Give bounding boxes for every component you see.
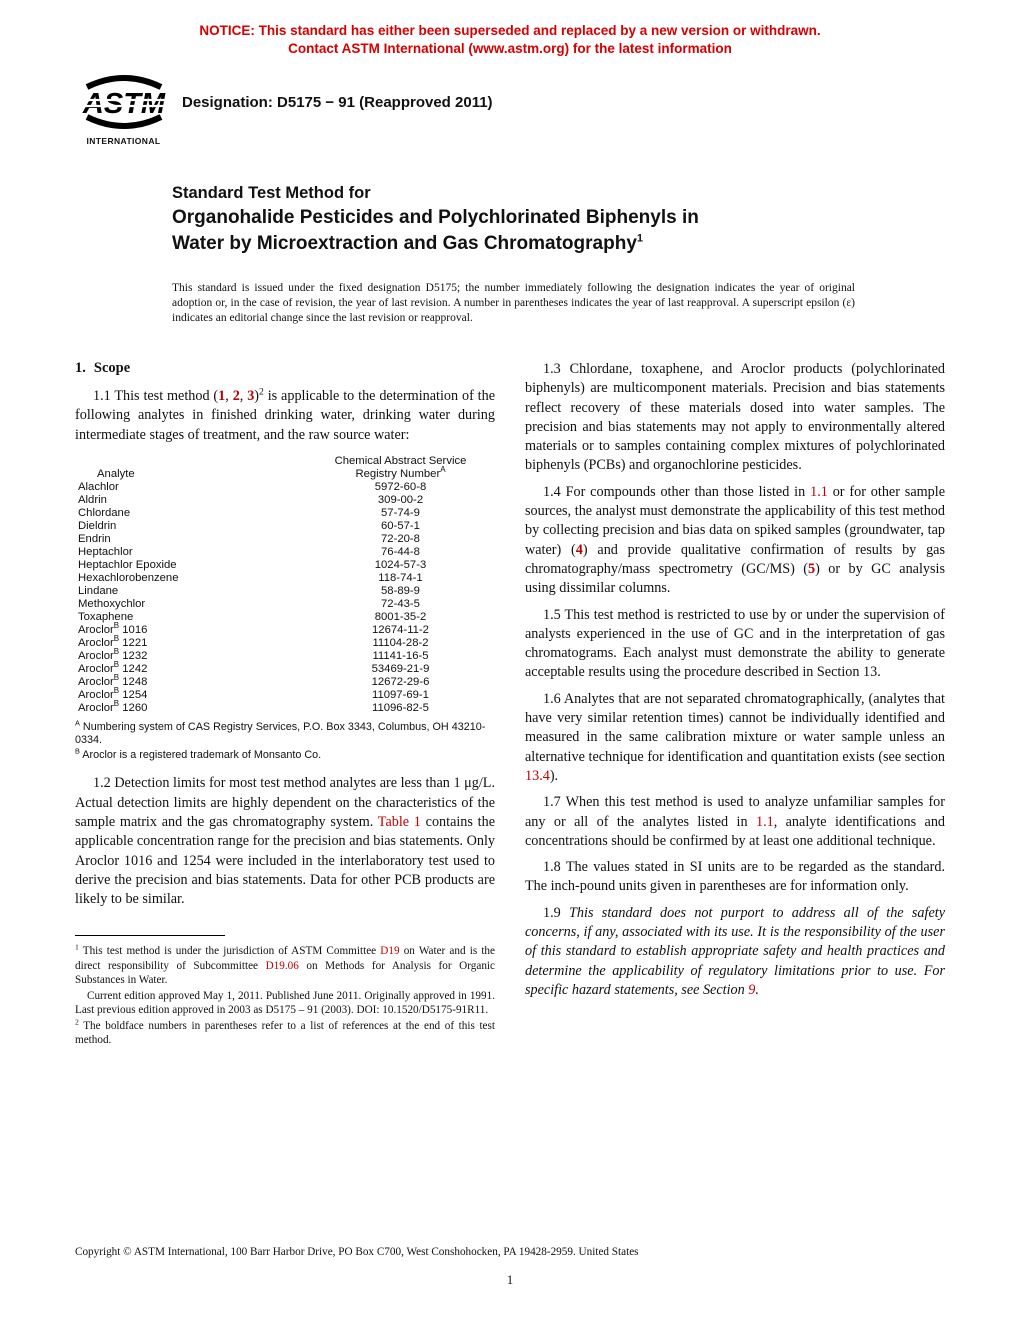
analyte-header-spacer <box>75 455 306 468</box>
paragraph-1-2: 1.2 Detection limits for most test method analytes are less than 1 μg/L. Actual detection limits are highly dependent on the characteristics of the sample matrix and the gas chromatography system. Table 1 contains the applicable concentration range for the precision and bias statements. Only Aroclor 1016 and 1254 were included in the interlaboratory test used to derive the precision and bias statements. Data for other PCB products are likely to be similar. <box>75 775 495 908</box>
cas-header-line-2-text: Registry Number <box>355 468 441 481</box>
analyte-cas: 12672-29-6 <box>371 676 430 689</box>
analyte-table-head-row-2 <box>75 468 495 481</box>
cas-header-line-2 <box>306 465 495 481</box>
title-block <box>0 182 1020 257</box>
page-title-line-2 <box>172 231 945 257</box>
notice-line-2: Contact ASTM International (www.astm.org) for the latest information <box>288 41 732 56</box>
reference-link[interactable]: D19 <box>380 945 400 958</box>
reference-link[interactable]: 2 <box>232 388 240 404</box>
superscript: B <box>113 621 120 631</box>
superscript: B <box>113 686 120 696</box>
paragraph-1-3: 1.3 Chlordane, toxaphene, and Aroclor products (polychlorinated biphenyls) are multicomponent materials. Precision and bias statements reflect recovery of these materials dosed into water samples. The precision and bias statements may not apply to environmentally altered materials or to samples containing complex mixtures of polychlorinated biphenyls (PCBs) and organochlorine pesticides. <box>525 361 945 474</box>
analyte-row <box>75 650 495 663</box>
reference-link[interactable]: 4 <box>575 541 583 558</box>
page-title-line-2-text: Water by Microextraction and Gas Chromatography <box>172 233 637 254</box>
analyte-cas: 76-44-8 <box>381 546 420 559</box>
analyte-row <box>75 689 495 702</box>
designation-value: D5175 − 91 (Reapproved 2011) <box>277 94 493 111</box>
analyte-name: Aldrin <box>78 494 107 507</box>
reference-link[interactable]: 1 <box>218 388 226 404</box>
left-column <box>75 360 495 1049</box>
superscript: 2 <box>75 1017 79 1027</box>
analyte-row <box>75 663 495 676</box>
analyte-name: Aroclor$^B$ 1260 <box>78 699 148 715</box>
analyte-name: Aroclor$^B$ 1221 <box>78 634 148 650</box>
analyte-cas: 53469-21-9 <box>371 663 430 676</box>
analyte-name: Aroclor$^B$ 1232 <box>78 647 148 663</box>
analyte-name: Lindane <box>78 585 119 598</box>
analyte-row <box>75 702 495 715</box>
superscript: B <box>113 647 120 657</box>
analyte-row <box>75 637 495 650</box>
analyte-name: Toxaphene <box>78 611 134 624</box>
superscript: 1 <box>75 942 79 952</box>
analyte-cas: 72-20-8 <box>381 533 420 546</box>
analyte-row <box>75 559 495 572</box>
analyte-row <box>75 507 495 520</box>
analyte-name: Aroclor$^B$ 1254 <box>78 686 148 702</box>
analyte-name: Alachlor <box>78 481 119 494</box>
reference-link[interactable]: 9 <box>748 981 756 998</box>
analyte-cas: 11104-28-2 <box>372 637 429 650</box>
reference-link[interactable]: 3 <box>247 388 255 404</box>
table-footnote-a: $^A$ Numbering system of CAS Registry Services, P.O. Box 3343, Columbus, OH 43210-0334. <box>75 718 486 747</box>
superscript: B <box>75 746 80 756</box>
reference-link[interactable]: 1.1 <box>755 813 774 830</box>
analyte-cas: 72-43-5 <box>381 598 420 611</box>
astm-logo-text: ASTM <box>82 88 165 120</box>
title-kicker: Standard Test Method for <box>172 184 371 202</box>
analyte-name: Aroclor$^B$ 1248 <box>78 673 148 689</box>
analyte-row <box>75 598 495 611</box>
analyte-table-head-row-1 <box>75 455 495 468</box>
astm-logo-caption: INTERNATIONAL <box>86 136 161 146</box>
analyte-name: Chlordane <box>78 507 131 520</box>
page-number: 1 <box>506 1273 514 1287</box>
analyte-cas: 8001-35-2 <box>374 611 427 624</box>
designation-label: Designation: <box>182 94 273 111</box>
body-columns <box>0 360 1020 1049</box>
analyte-row <box>75 481 495 494</box>
footnote-2: $^2$ The boldface numbers in parentheses refer to a list of references at the end of this test method. <box>75 1017 495 1047</box>
analyte-name: Hexachlorobenzene <box>78 572 179 585</box>
superscript: B <box>113 660 120 670</box>
analyte-name: Heptachlor Epoxide <box>78 559 177 572</box>
paragraph-1-9: 1.9 This standard does not purport to address all of the safety concerns, if any, associated with its use. It is the responsibility of the user of this standard to establish appropriate safety and health practices and determine the applicability of regulatory limitations prior to use. For specific hazard statements, see Section 9. <box>525 904 945 998</box>
superscript: B <box>113 634 120 644</box>
analyte-table-head <box>75 455 495 481</box>
analyte-row <box>75 624 495 637</box>
analyte-row <box>75 546 495 559</box>
paragraph-1-5: 1.5 This test method is restricted to use by or under the supervision of analysts experienced in the use of GC and in the interpretation of gas chromatograms. Each analyst must demonstrate the ability to generate acceptable results using the procedure described in Section 13. <box>525 606 945 681</box>
superscript: B <box>113 673 120 683</box>
analyte-name: Endrin <box>78 533 111 546</box>
superscript: B <box>113 699 120 709</box>
reference-link[interactable]: Table 1 <box>377 813 421 830</box>
paragraph-1-7: 1.7 When this test method is used to analyze unfamiliar samples for any or all of the analytes listed in 1.1, analyte identifications and concentrations should be confirmed by at least one additional technique. <box>525 794 946 849</box>
analyte-name: Aroclor$^B$ 1242 <box>78 660 148 676</box>
analyte-row <box>75 494 495 507</box>
superscript: A <box>75 718 80 728</box>
copyright-line: Copyright © ASTM International, 100 Barr Harbor Drive, PO Box C700, West Conshohocken, PA 19428-2959. United States <box>75 1246 639 1258</box>
analyte-row <box>75 533 495 546</box>
analyte-cas: 118-74-1 <box>378 572 423 585</box>
analyte-cas: 1024-57-3 <box>374 559 427 572</box>
analyte-cas: 5972-60-8 <box>374 481 427 494</box>
analyte-row <box>75 611 495 624</box>
analyte-name: Dieldrin <box>78 520 117 533</box>
plain-text: 1.9 <box>543 904 570 921</box>
reference-link[interactable]: 1.1 <box>810 483 828 500</box>
analyte-table-body <box>75 481 495 715</box>
analyte-row <box>75 520 495 533</box>
analyte-cas: 11141-16-5 <box>372 650 429 663</box>
analyte-name: Methoxychlor <box>78 598 146 611</box>
superscript: A <box>440 465 446 475</box>
table-footnotes <box>75 718 495 763</box>
footnote-edition: Current edition approved May 1, 2011. Published June 2011. Originally approved in 1991. Last previous edition approved in 2003 as D5175 – 91 (2003). DOI: 10.1520/D5175-91R11. <box>75 989 495 1017</box>
section-title: Scope <box>93 360 131 376</box>
analyte-cas: 60-57-1 <box>381 520 420 533</box>
right-column <box>525 360 945 1049</box>
reference-link[interactable]: D19.06 <box>265 959 299 972</box>
analyte-row <box>75 676 495 689</box>
notice-line-1: NOTICE: This standard has either been superseded and replaced by a new version or withdrawn. <box>199 23 821 38</box>
issued-note: This standard is issued under the fixed designation D5175; the number immediately following the designation indicates the year of original adoption or, in the case of revision, the year of last revision. A number in parentheses indicates the year of last reapproval. A superscript epsilon (ε) indicates an editorial change since the last revision or reapproval. <box>172 282 855 324</box>
section-1-heading <box>75 360 495 377</box>
analyte-table <box>75 455 495 715</box>
title-footnote-marker: 1 <box>636 232 644 245</box>
footnote-rule <box>75 935 225 936</box>
table-footnote-b: $^B$ Aroclor is a registered trademark of Monsanto Co. <box>75 746 322 761</box>
designation-line <box>182 94 493 111</box>
document-header <box>0 72 1020 146</box>
analyte-cas: 11096-82-5 <box>372 702 429 715</box>
paragraph-1-8: 1.8 The values stated in SI units are to be regarded as the standard. The inch-pound units given in parentheses are for information only. <box>525 859 945 895</box>
reference-link[interactable]: 5 <box>808 560 816 577</box>
analyte-cas: 12674-11-2 <box>372 624 429 637</box>
supersession-notice <box>0 22 1020 58</box>
reference-link[interactable]: 13.4 <box>525 767 550 784</box>
designation-block <box>182 72 493 146</box>
analyte-cas: 57-74-9 <box>381 507 420 520</box>
page-title-line-1: Organohalide Pesticides and Polychlorinated Biphenyls in <box>172 207 699 228</box>
cas-header-line-1: Chemical Abstract Service <box>334 455 467 468</box>
footnote-1: $^1$ This test method is under the jurisdiction of ASTM Committee D19 on Water and is the direct responsibility of Subcommittee D19.06 on Methods for Analysis for Organic Substances in Water. <box>75 942 495 987</box>
analyte-row <box>75 585 495 598</box>
analyte-cas: 11097-69-1 <box>372 689 429 702</box>
paragraph-1-6: 1.6 Analytes that are not separated chromatographically, (analytes that have very similar retention times) cannot be individually identified and measured in the same calibration mixture or water sample unless an alternative technique for identification and quantitation exists (see section 13.4). <box>525 690 945 784</box>
analyte-cas: 58-89-9 <box>381 585 420 598</box>
analyte-header: Analyte <box>97 468 135 481</box>
analyte-row <box>75 572 495 585</box>
analyte-name: Aroclor$^B$ 1016 <box>78 621 148 637</box>
paragraph-1-4: 1.4 For compounds other than those listed in 1.1 or for other sample sources, the analyst must demonstrate the applicability of this test method by collecting precision and bias data on spiked samples (groundwater, tap water) (4) and provide qualitative confirmation of results by gas chromatography/mass spectrometry (GC/MS) (5) or by GC analysis using dissimilar columns. <box>525 483 945 597</box>
analyte-cas: 309-00-2 <box>377 494 424 507</box>
astm-logo-graphic <box>77 72 171 130</box>
paragraph-1-1: 1.1 This test method (1, 2, 3)$^2$ is applicable to the determination of the following analytes in finished drinking water, drinking water during intermediate stages of treatment, and the raw source water: <box>75 386 496 443</box>
superscript: 2 <box>259 386 264 398</box>
section-number: 1. <box>75 360 86 376</box>
analyte-name: Heptachlor <box>78 546 133 559</box>
astm-logo <box>75 72 172 146</box>
